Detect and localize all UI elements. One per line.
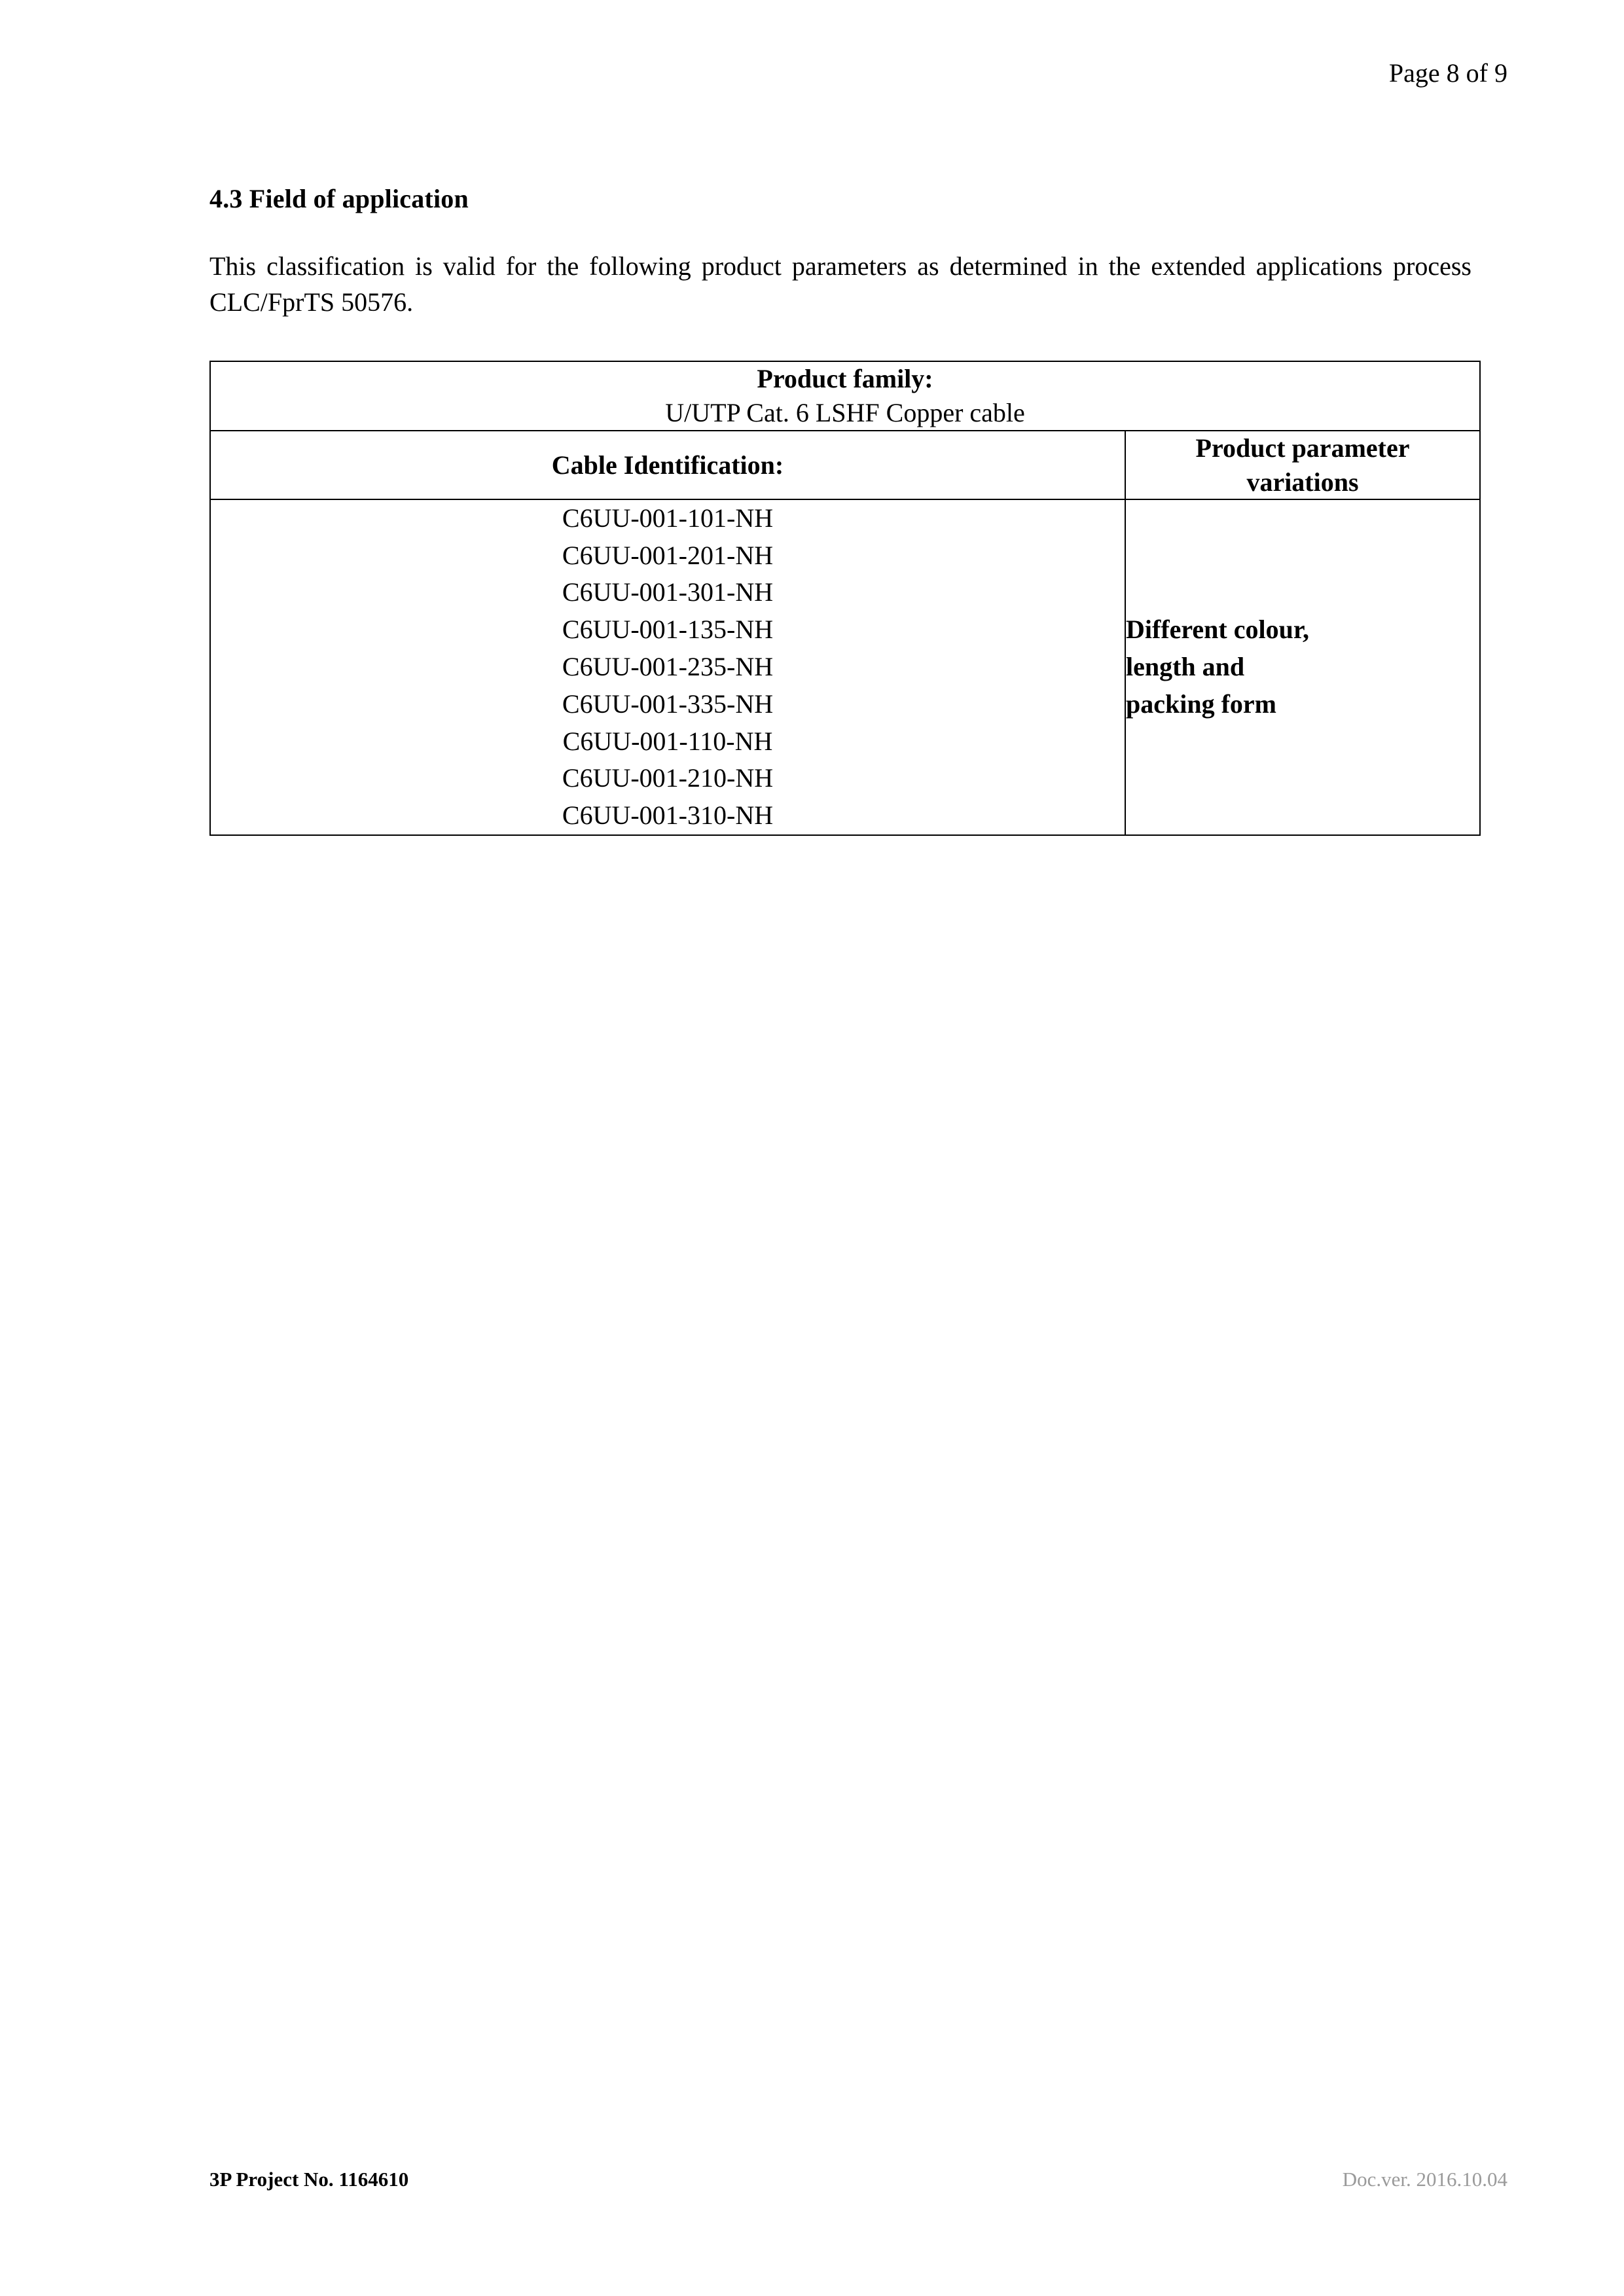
page-number-header: Page 8 of 9 — [1388, 58, 1507, 88]
list-item: C6UU-001-135-NH — [562, 615, 774, 645]
list-item: C6UU-001-201-NH — [562, 540, 774, 570]
section-heading: 4.3 Field of application — [209, 184, 469, 213]
variation-line: packing form — [1126, 689, 1276, 719]
list-item: C6UU-001-310-NH — [562, 800, 774, 831]
variation-line: length and — [1126, 651, 1245, 681]
cable-identification-list — [210, 499, 1125, 835]
table-row-headers — [210, 431, 1480, 499]
footer-doc-version: Doc.ver. 2016.10.04 — [1342, 2168, 1507, 2191]
section-intro-paragraph: This classification is valid for the following product parameters as determined in the extended applications process CLC/FprTS 50576. — [209, 251, 1471, 317]
list-item: C6UU-001-101-NH — [562, 503, 774, 533]
table-row-product-family — [210, 361, 1480, 431]
list-item: C6UU-001-301-NH — [562, 577, 774, 607]
product-family-value: U/UTP Cat. 6 LSHF Copper cable — [665, 398, 1025, 428]
list-item: C6UU-001-110-NH — [562, 726, 773, 756]
cable-identification-header: Cable Identification: — [210, 431, 1125, 499]
product-parameter-variations-value — [1125, 499, 1480, 835]
product-parameter-variations-header — [1125, 431, 1480, 499]
page-content — [209, 183, 1479, 836]
page-footer — [209, 2168, 1507, 2191]
list-item: C6UU-001-210-NH — [562, 763, 774, 793]
list-item: C6UU-001-335-NH — [562, 689, 774, 719]
field-of-application-table — [209, 361, 1481, 836]
variations-header-line-2: variations — [1246, 467, 1359, 497]
product-family-label: Product family: — [757, 364, 933, 394]
table-row-values — [210, 499, 1480, 835]
variation-line: Different colour, — [1126, 615, 1309, 645]
list-item: C6UU-001-235-NH — [562, 651, 774, 681]
footer-project-number: 3P Project No. 1164610 — [209, 2168, 409, 2191]
product-family-cell — [210, 361, 1480, 431]
variations-header-line-1: Product parameter — [1195, 433, 1410, 463]
